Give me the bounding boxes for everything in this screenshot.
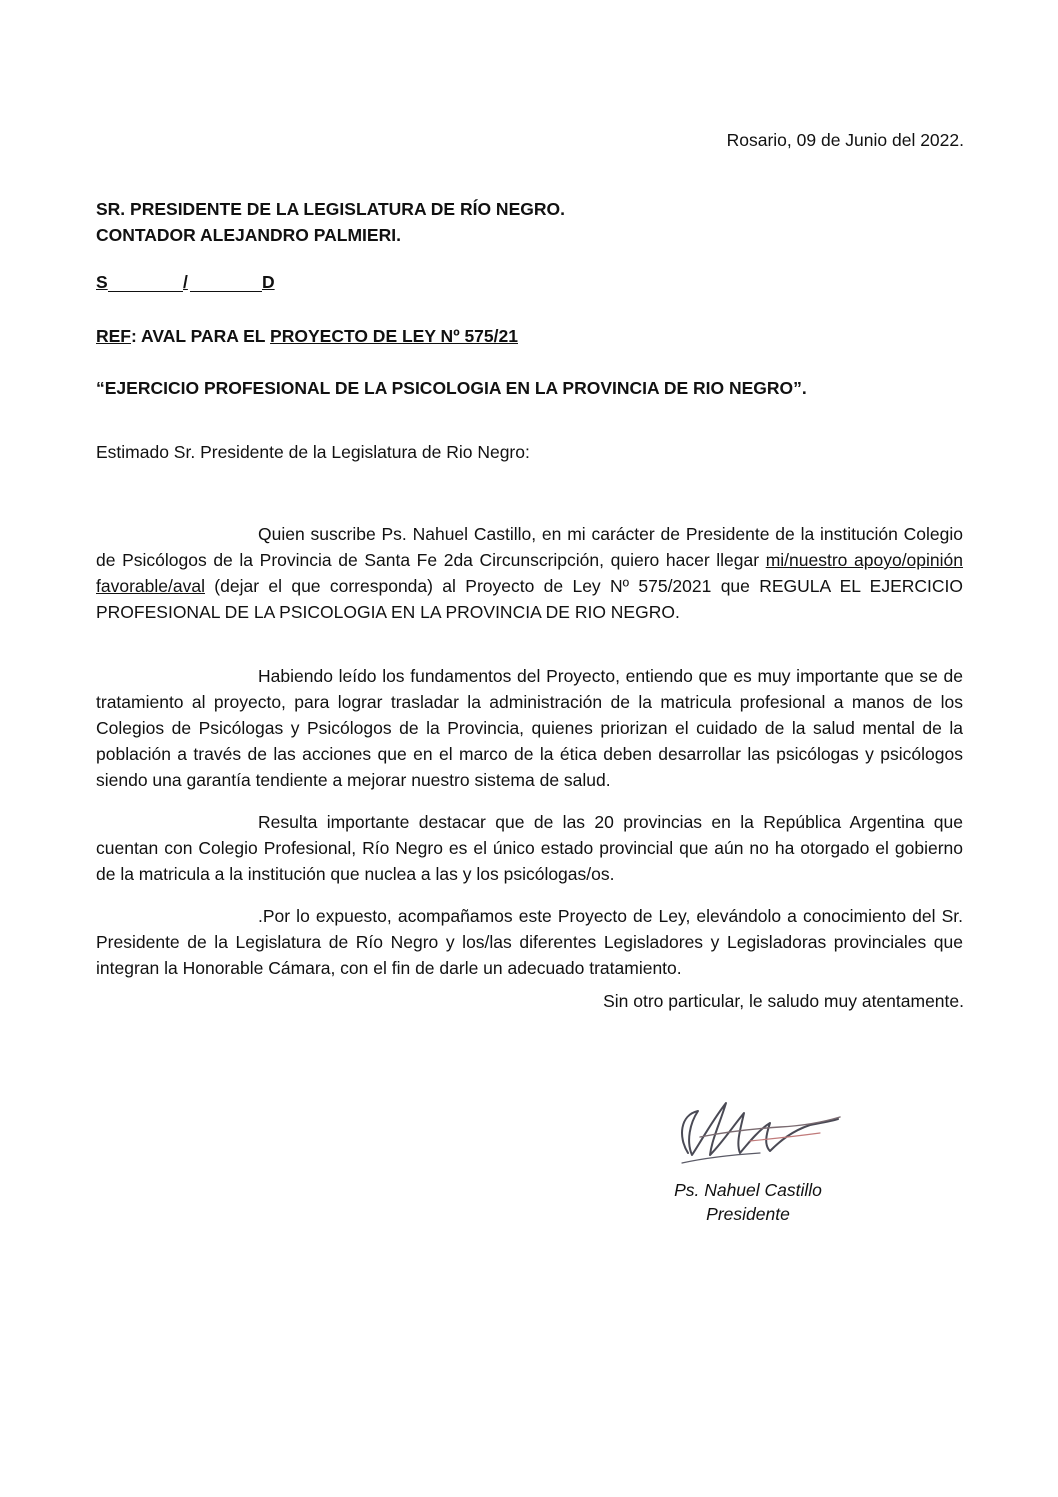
paragraph-2: Habiendo leído los fundamentos del Proyecto, entiendo que es muy importante que se de tratamiento al proyecto, para lograr trasladar la administración de la matricula profesional a manos de los Colegios de Psicólogas y Psicólogos de la Provincia, quienes priorizan el cuidado de la salud mental de la población a través de las acciones que en el marco de la ética deben desarrollar las psicólogas y psicólogos siendo una garantía tendiente a mejorar nuestro sistema de salud. [96,666,963,790]
signature-image [660,1093,845,1173]
sd-s: S [96,272,108,292]
sd-gap-2 [190,272,262,292]
reference-label: REF [96,326,131,346]
paragraph-1 [96,521,963,625]
addressee-block [96,196,565,248]
sd-slash: / [183,272,188,292]
subject-line: “EJERCICIO PROFESIONAL DE LA PSICOLOGIA EN LA PROVINCIA DE RIO NEGRO”. [96,378,807,398]
reference-project: PROYECTO DE LEY Nº 575/21 [270,326,518,346]
addressee-title: SR. PRESIDENTE DE LA LEGISLATURA DE RÍO NEGRO. [96,199,565,219]
signer-name: Ps. Nahuel Castillo [674,1180,822,1200]
reference-text: : AVAL PARA EL [131,326,271,346]
paragraph-1-options: mi/nuestro apoyo/opinión favorable/aval [96,550,963,596]
paragraph-1-end: (dejar el que corresponda) al Proyecto de Ley Nº 575/2021 que REGULA EL EJERCICIO PROFESIONAL DE LA PSICOLOGIA EN LA PROVINCIA DE RIO NEGRO. [96,576,963,622]
sd-line [96,272,281,294]
greeting: Estimado Sr. Presidente de la Legislatura de Rio Negro: [96,442,530,462]
addressee-name: CONTADOR ALEJANDRO PALMIERI. [96,225,401,245]
date-line: Rosario, 09 de Junio del 2022. [726,130,964,150]
sd-d: D [262,272,275,292]
closing-line: Sin otro particular, le saludo muy atentamente. [603,991,964,1011]
sd-gap-1 [108,272,183,292]
signer-block [638,1178,858,1226]
paragraph-4: .Por lo expuesto, acompañamos este Proyecto de Ley, elevándolo a conocimiento del Sr. Presidente de la Legislatura de Río Negro y los/las diferentes Legisladores y Legisladoras provinciales que integran la Honorable Cámara, con el fin de darle un adecuado tratamiento. [96,906,963,978]
signer-role: Presidente [706,1204,790,1224]
paragraph-1-start: Quien suscribe Ps. Nahuel Castillo, en mi carácter de Presidente de la institución Colegio de Psicólogos de la Provincia de Santa Fe 2da Circunscripción, quiero hacer llegar [96,524,963,570]
reference-line [96,326,518,347]
paragraph-3: Resulta importante destacar que de las 20 provincias en la República Argentina que cuentan con Colegio Profesional, Río Negro es el único estado provincial que aún no ha otorgado el gobierno de la matricula a la institución que nuclea a las y los psicólogas/os. [96,812,963,884]
